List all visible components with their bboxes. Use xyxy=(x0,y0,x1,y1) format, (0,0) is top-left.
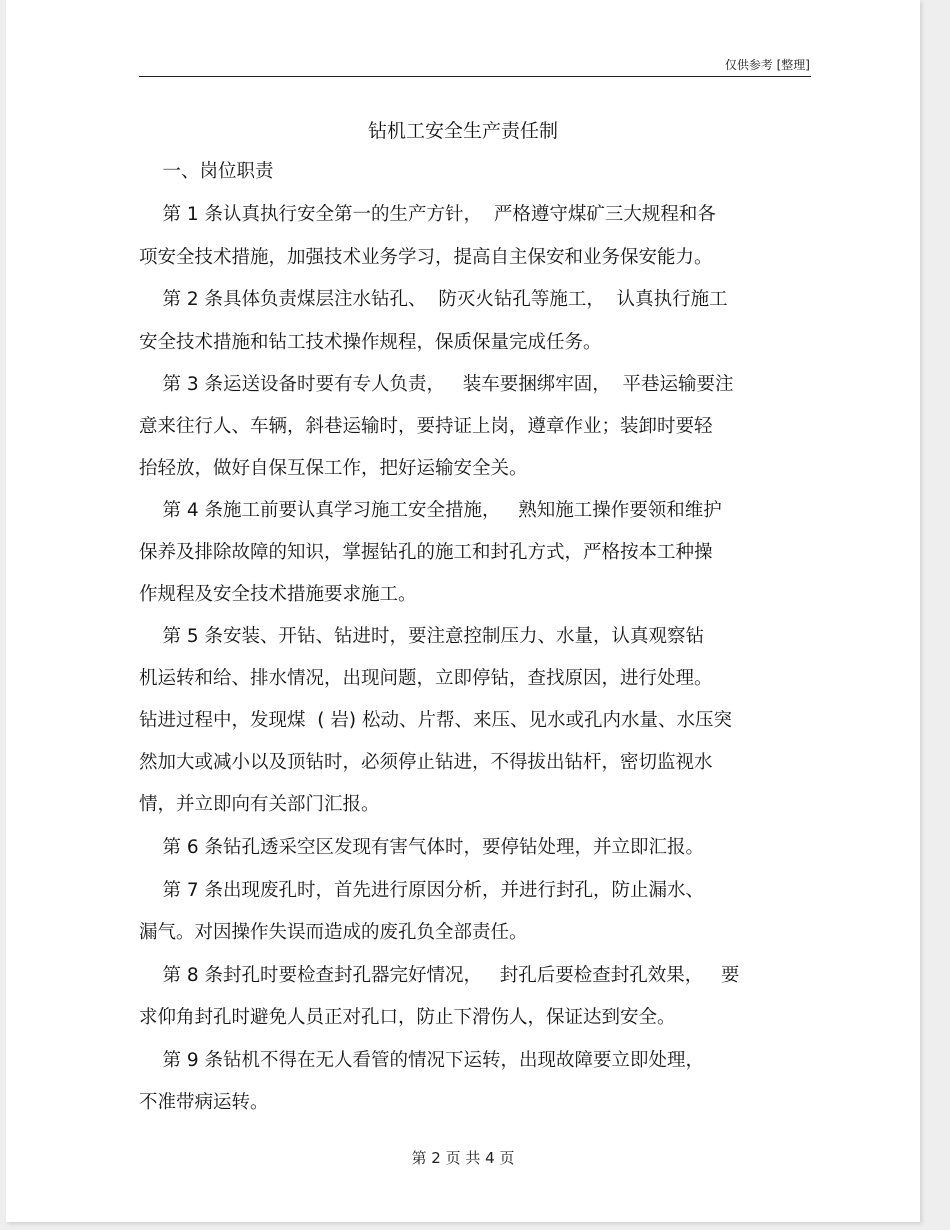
text-line: 然加大或减小以及顶钻时，必须停止钻进，不得拔出钻杆，密切监视水 xyxy=(139,752,713,773)
text-line: 项安全技术措施，加强技术业务学习，提高自主保安和业务保安能力。 xyxy=(139,247,713,268)
text-line: 机运转和给、排水情况，出现问题，立即停钻，查找原因，进行处理。 xyxy=(139,668,713,689)
text-line: 第 5 条安装、开钻、钻进时，要注意控制压力、水量，认真观察钻 xyxy=(139,626,705,647)
document-page xyxy=(6,0,920,1222)
header-divider xyxy=(139,76,811,77)
text-line: 作规程及安全技术措施要求施工。 xyxy=(139,584,417,605)
text-line: 一、岗位职责 xyxy=(139,161,274,182)
text-line: 第 9 条钻机不得在无人看管的情况下运转，出现故障要立即处理， xyxy=(139,1050,705,1071)
header-note: 仅供参考 [整理] xyxy=(724,58,810,72)
text-line: 安全技术措施和钻工技术操作规程，保质保量完成任务。 xyxy=(139,332,602,353)
text-line: 不准带病运转。 xyxy=(139,1092,269,1113)
text-line: 钻进过程中，发现煤 ( 岩) 松动、片帮、来压、见水或孔内水量、水压突 xyxy=(139,710,732,731)
page-number: 第 2 页 共 4 页 xyxy=(411,1149,515,1167)
text-line: 第 8 条封孔时要检查封孔器完好情况， 封孔后要检查封孔效果， 要 xyxy=(139,965,740,986)
text-line: 漏气。对因操作失误而造成的废孔负全部责任。 xyxy=(139,922,528,943)
text-line: 第 3 条运送设备时要有专人负责， 装车要捆绑牢固， 平巷运输要注 xyxy=(139,374,734,395)
text-line: 抬轻放，做好自保互保工作，把好运输安全关。 xyxy=(139,458,528,479)
text-line: 保养及排除故障的知识，掌握钻孔的施工和封孔方式，严格按本工种操 xyxy=(139,542,713,563)
text-line: 第 2 条具体负责煤层注水钻孔、 防灭火钻孔等施工， 认真执行施工 xyxy=(139,289,728,310)
text-line: 第 7 条出现废孔时，首先进行原因分析，并进行封孔，防止漏水、 xyxy=(139,880,705,901)
document-title: 钻机工安全生产责任制 xyxy=(367,120,558,142)
text-line: 求仰角封孔时避免人员正对孔口，防止下滑伤人，保证达到安全。 xyxy=(139,1007,676,1028)
text-line: 第 4 条施工前要认真学习施工安全措施， 熟知施工操作要领和维护 xyxy=(139,500,722,521)
text-line: 情，并立即向有关部门汇报。 xyxy=(139,794,380,815)
text-line: 第 1 条认真执行安全第一的生产方针， 严格遵守煤矿三大规程和各 xyxy=(139,204,716,225)
text-line: 第 6 条钻孔透采空区发现有害气体时，要停钻处理，并立即汇报。 xyxy=(139,837,705,858)
text-line: 意来往行人、车辆，斜巷运输时，要持证上岗，遵章作业；装卸时要轻 xyxy=(139,416,713,437)
